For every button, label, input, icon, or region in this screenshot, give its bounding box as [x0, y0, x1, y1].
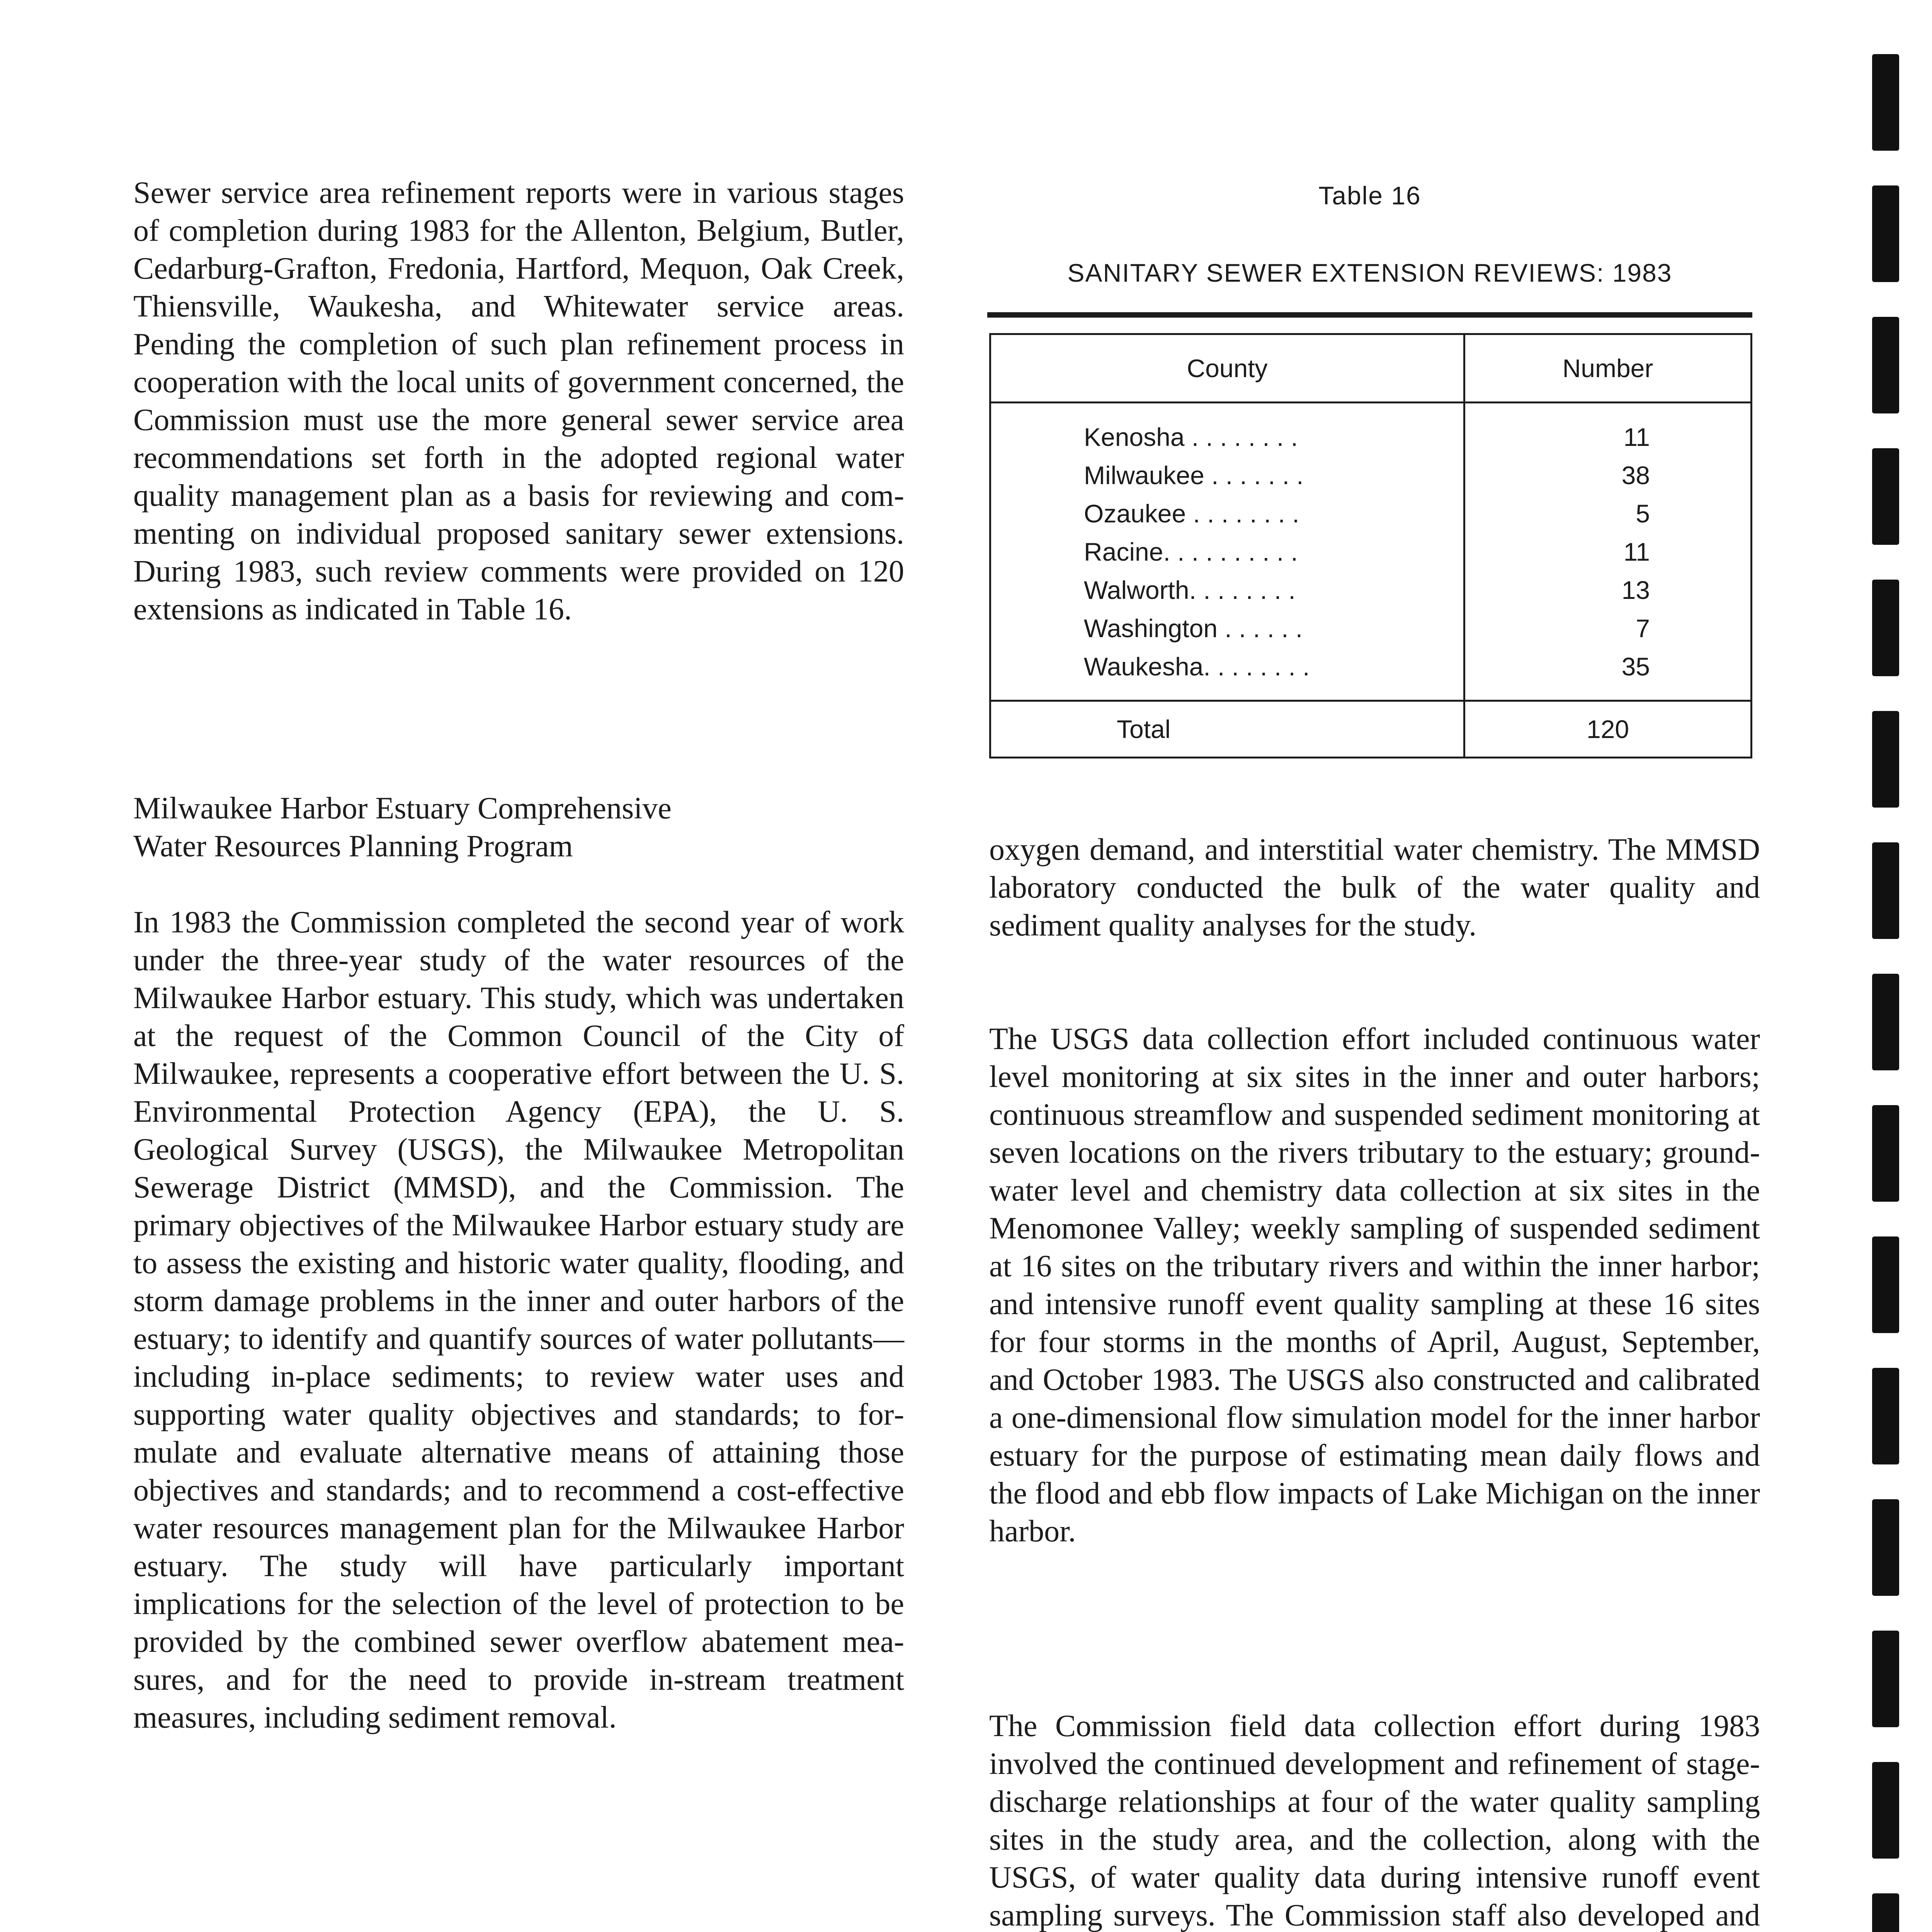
table-row-number: 13	[1621, 576, 1650, 604]
binding-mark	[1872, 1105, 1899, 1202]
table-row-number: 5	[1636, 499, 1650, 528]
county-list	[991, 418, 1463, 686]
table-row-county: Racine. . . . . . . . . .	[1084, 537, 1298, 566]
section-heading	[133, 789, 904, 865]
number-cell	[1464, 403, 1752, 701]
table-row-county: Milwaukee . . . . . . .	[1084, 461, 1304, 490]
column-header-county: County	[990, 334, 1464, 403]
binding-mark	[1872, 1236, 1899, 1333]
number-list	[1465, 418, 1750, 686]
laboratory-paragraph: oxygen demand, and interstitial water chemistry. The MMSD laboratory conducted the bulk of the water quality and sediment quality analyses for the study.	[989, 833, 1760, 942]
usgs-paragraph: The USGS data collection effort included continuous water level monitoring at six sites in the inner and outer harbors; continuous streamflow and suspended sediment monitoring at seven locations on the rivers tributary to the estuary; groundwater level and chemistry data collection at six sites in the Menomonee Valley; weekly sampling of suspended sediment at 16 sites on the tributary rivers and within the inner harbor; and intensive runoff event quality sampling at these 16 sites for four storms in the months of April, August, September, and October 1983. The USGS also constructed and calibrated a one-dimensional flow simulation model for the inner harbor estuary for the purpose of estimating mean daily flows and the flood and ebb flow impacts of Lake Michigan on the inner harbor.	[989, 1022, 1760, 1548]
table-row-county: Ozaukee . . . . . . . .	[1084, 499, 1299, 528]
total-value: 120	[1464, 701, 1752, 758]
table-row-number: 35	[1621, 652, 1650, 681]
section-heading-line-2: Water Resources Planning Program	[133, 829, 573, 863]
total-label: Total	[990, 701, 1464, 758]
commission-paragraph: The Commission field data collection effort during 1983 involved the continued development and refinement of stage-discharge relationships at four of the water quality sampling sites in the study area, and the collection, along with the USGS, of water quality data during intensive runoff event sampling surveys. The Commission staff also developed and	[989, 1709, 1760, 1932]
binding-mark	[1872, 974, 1899, 1070]
table-row-county: Waukesha. . . . . . . .	[1084, 652, 1310, 681]
binding-mark	[1872, 317, 1899, 413]
binding-mark	[1872, 842, 1899, 939]
binding-mark	[1872, 1631, 1899, 1727]
table-top-rule	[987, 312, 1752, 318]
county-cell	[990, 403, 1464, 701]
table-row-number: 11	[1623, 423, 1650, 451]
intro-paragraph: Sewer service area refinement reports were in various stages of completion during 1983 for the Allenton, Belgium, Butler, Cedarburg-Grafton, Fredonia, Hartford, Mequon, Oak Creek, Thiensville, Waukesha, and Whitewater service areas. Pending the completion of such plan refinement process in cooperation with the local units of government concerned, the Commission must use the more general sewer service area recommendations set forth in the adopted regional water quality management plan as a basis for reviewing and commenting on individual proposed sanitary sewer extensions. During 1983, such review comments were provided on 120 extensions as indicated in Table 16.	[133, 176, 904, 626]
binding-mark	[1872, 185, 1899, 282]
binding-mark	[1872, 1499, 1899, 1596]
table-row-number: 7	[1636, 614, 1650, 643]
table-row-number: 11	[1623, 537, 1650, 566]
binding-marks	[1872, 0, 1899, 1932]
estuary-study-paragraph: In 1983 the Commission completed the second year of work under the three-year study of the water resources of the Milwaukee Harbor estuary. This study, which was undertaken at the request of the Common Council of the City of Milwaukee, represents a cooperative effort between the U. S. Environmental Protection Agency (EPA), the U. S. Geological Survey (USGS), the Milwaukee Metropolitan Sewerage District (MMSD), and the Commission. The primary objectives of the Milwaukee Harbor estuary study are to assess the existing and historic water quality, flooding, and storm damage problems in the inner and outer harbors of the estuary; to identify and quantify sources of water pollutants—including in-place sediments; to review water uses and supporting water quality objectives and standards; to formulate and evaluate alternative means of attaining those objectives and standards; and to recommend a cost-effective water resources management plan for the Milwaukee Harbor estuary. The study will have particularly important implications for the selection of the level of protection to be provided by the combined sewer overflow abatement measures, and for the need to provide in-stream treatment measures, including sediment removal.	[133, 905, 904, 1735]
binding-mark	[1872, 448, 1899, 545]
table-title: SANITARY SEWER EXTENSION REVIEWS: 1983	[1067, 259, 1672, 287]
binding-mark	[1872, 711, 1899, 808]
binding-mark	[1872, 1893, 1899, 1932]
binding-mark	[1872, 1762, 1899, 1859]
table-row-county: Walworth. . . . . . . .	[1084, 576, 1296, 604]
binding-mark	[1872, 580, 1899, 676]
binding-mark	[1872, 1368, 1899, 1464]
table-row-county: Washington . . . . . .	[1084, 614, 1303, 643]
table-row-county: Kenosha . . . . . . . .	[1084, 423, 1298, 451]
sewer-extension-table	[989, 333, 1752, 759]
section-heading-line-1: Milwaukee Harbor Estuary Comprehensive	[133, 791, 672, 825]
table-row-number: 38	[1621, 461, 1650, 490]
column-header-number: Number	[1464, 334, 1752, 403]
binding-mark	[1872, 54, 1899, 151]
table-label: Table 16	[1318, 181, 1421, 210]
